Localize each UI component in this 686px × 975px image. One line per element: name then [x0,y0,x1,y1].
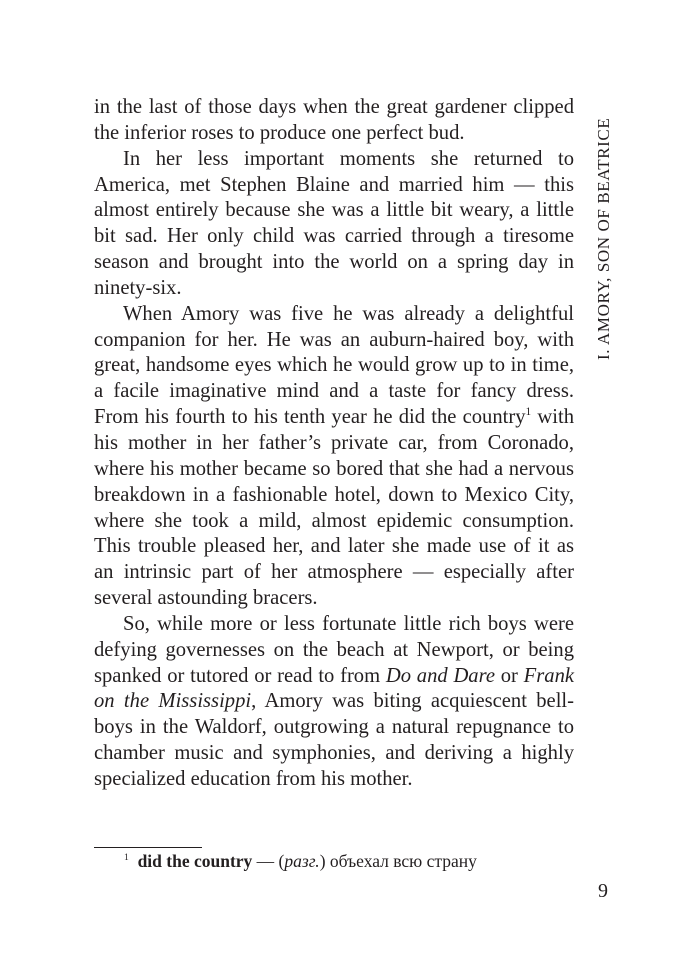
paragraph-4 [94,612,574,793]
footnote-label: разг. [284,851,320,871]
paragraph-3 [94,302,574,612]
footnote-term: did the country [137,851,253,871]
footnote-close: ) [319,851,326,871]
paragraph-3-text-b: with his mother in her father’s private car, from Coronado, where his mother became so bored that she had a nervous breakdown in a fashionable hotel, down to Mexico City, where she took a mild, almost epidemic consumption. This trouble pleased her, and later she made use of it as an intrinsic part of her atmosphere — especially after several astounding bracers. [94,406,574,610]
running-head [590,100,618,360]
footnote-reference[interactable]: 1 [525,406,532,419]
footnote-dash: — ( [252,851,285,871]
paragraph-1: in the last of those days when the great gardener clipped the inferior roses to produce one perfect bud. [94,96,574,144]
footnote-rule [94,847,202,848]
body-text [94,95,574,793]
paragraph-4-text-c: , Amory was biting acquiescent bell-boys in the Waldorf, outgrowing a natural repugnance to chamber music and symphonies, and deriving a highly specialized education from his mother. [94,690,574,790]
paragraph-4-text-b: or [495,664,524,687]
paragraph-4-text-a: So, while more or less fortunate little rich boys were defying governesses on the beach at Newport, or being spanked or tutored or read to from [94,612,574,687]
footnote-marker: 1 [124,852,129,864]
footnote [124,850,477,872]
running-head-text: I. AMORY, SON OF BEATRICE [594,117,613,360]
book-title-do-and-dare: Do and Dare [385,664,495,687]
book-title-frank-on-the-mississippi: Frank on the Mississippi [94,664,574,713]
page-number: 9 [598,880,608,902]
paragraph-2: In her less important moments she returned to America, met Stephen Blaine and married him — this almost entirely because she was a little bit weary, a little bit sad. Her only child was carried through a tiresome season and brought into the world on a spring day in ninety-six. [94,147,574,299]
footnote-translation: объехал всю страну [325,851,477,871]
paragraph-3-text-a: When Amory was five he was already a delightful companion for her. He was an auburn-haired boy, with great, handsome eyes which he would grow up to in time, a facile imaginative mind and a taste for fancy dress. From his fourth to his tenth year he did the country [94,302,574,429]
